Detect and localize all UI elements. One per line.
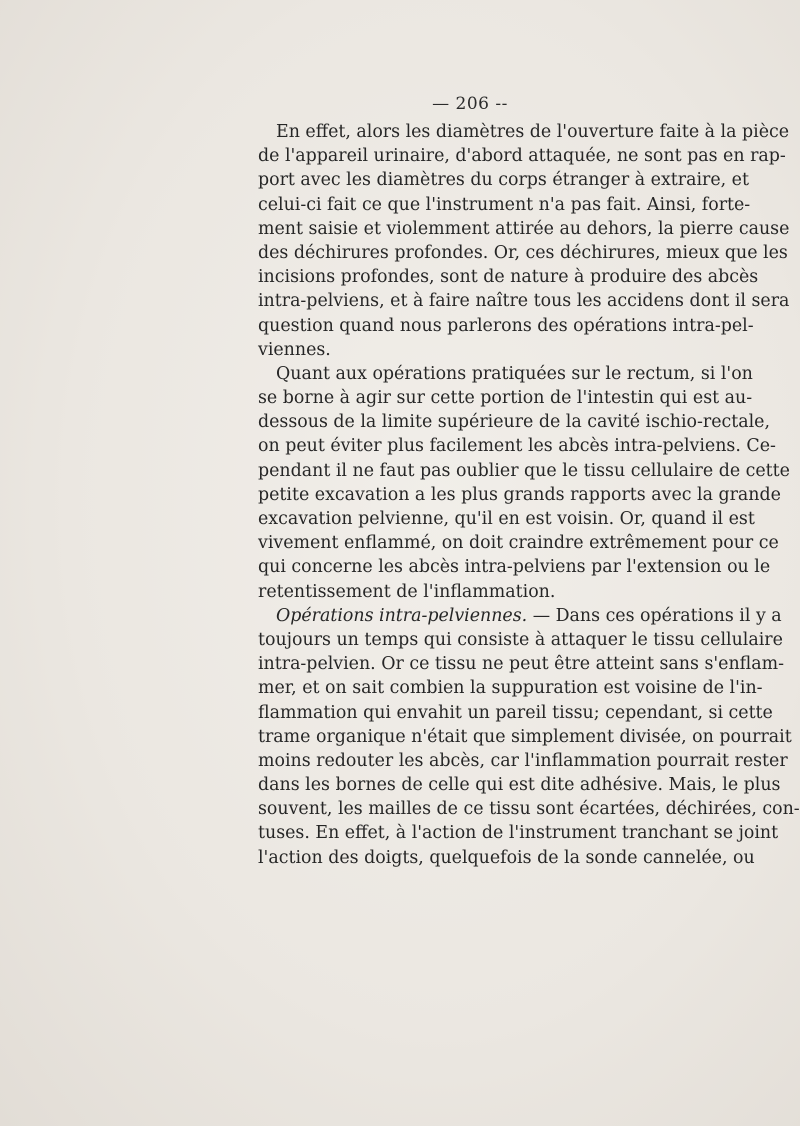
text-line: retentissement de l'inflammation. (258, 581, 556, 602)
text-line: viennes. (258, 339, 331, 360)
text-line: on peut éviter plus facilement les abcès intra-pelviens. Ce- (258, 436, 776, 457)
body-text (258, 120, 800, 870)
text-line: Quant aux opérations pratiquées sur le rectum, si l'on (276, 363, 753, 384)
text-line: En effet, alors les diamètres de l'ouverture faite à la pièce (276, 122, 790, 142)
text-line: intra-pelvien. Or ce tissu ne peut être atteint sans s'enflam- (258, 654, 784, 675)
text-line: port avec les diamètres du corps étranger à extraire, et (258, 170, 749, 191)
text-line: celui-ci fait ce que l'instrument n'a pas fait. Ainsi, forte- (258, 194, 751, 215)
text-line: des déchirures profondes. Or, ces déchirures, mieux que les (258, 242, 788, 263)
text-line: excavation pelvienne, qu'il en est voisin. Or, quand il est (258, 509, 755, 529)
page-number: — 206 -- (432, 94, 508, 114)
text-line: l'action des doigts, quelquefois de la sonde cannelée, ou (258, 847, 755, 868)
text-line: se borne à agir sur cette portion de l'intestin qui est au- (258, 388, 753, 409)
text-fragment: — Dans ces opérations il y a (532, 605, 782, 626)
text-line: toujours un temps qui consiste à attaquer le tissu cellulaire (258, 629, 783, 650)
text-line: tuses. En effet, à l'action de l'instrument tranchant se joint (258, 823, 779, 844)
text-line: moins redouter les abcès, car l'inflammation pourrait rester (258, 750, 788, 771)
text-line: incisions profondes, sont de nature à produire des abcès (258, 267, 759, 288)
paragraph-3 (258, 604, 800, 870)
text-line: dessous de la limite supérieure de la cavité ischio-rectale, (258, 412, 770, 433)
text-line: souvent, les mailles de ce tissu sont écartées, déchirées, con- (258, 799, 800, 820)
text-line: ment saisie et violemment attirée au dehors, la pierre cause (258, 218, 790, 239)
text-line: petite excavation a les plus grands rapports avec la grande (258, 484, 781, 505)
paragraph-2 (258, 362, 790, 604)
text-line: trame organique n'était que simplement divisée, on pourrait (258, 726, 792, 747)
text-line: flammation qui envahit un pareil tissu; cependant, si cette (258, 702, 773, 723)
text-line: vivement enflammé, on doit craindre extrêmement pour ce (258, 533, 779, 554)
paragraph-1 (258, 120, 790, 362)
text-line: de l'appareil urinaire, d'abord attaquée, ne sont pas en rap- (258, 146, 786, 167)
text-line: intra-pelviens, et à faire naître tous les accidens dont il sera (258, 291, 790, 312)
text-line: pendant il ne faut pas oublier que le tissu cellulaire de cette (258, 460, 790, 481)
text-line: qui concerne les abcès intra-pelviens par l'extension ou le (258, 557, 771, 578)
section-heading: Opérations intra-pelviennes. (276, 605, 528, 626)
text-line: mer, et on sait combien la suppuration est voisine de l'in- (258, 678, 763, 699)
text-line (258, 604, 782, 628)
text-line: dans les bornes de celle qui est dite adhésive. Mais, le plus (258, 775, 781, 796)
text-line: question quand nous parlerons des opérations intra-pel- (258, 315, 754, 336)
